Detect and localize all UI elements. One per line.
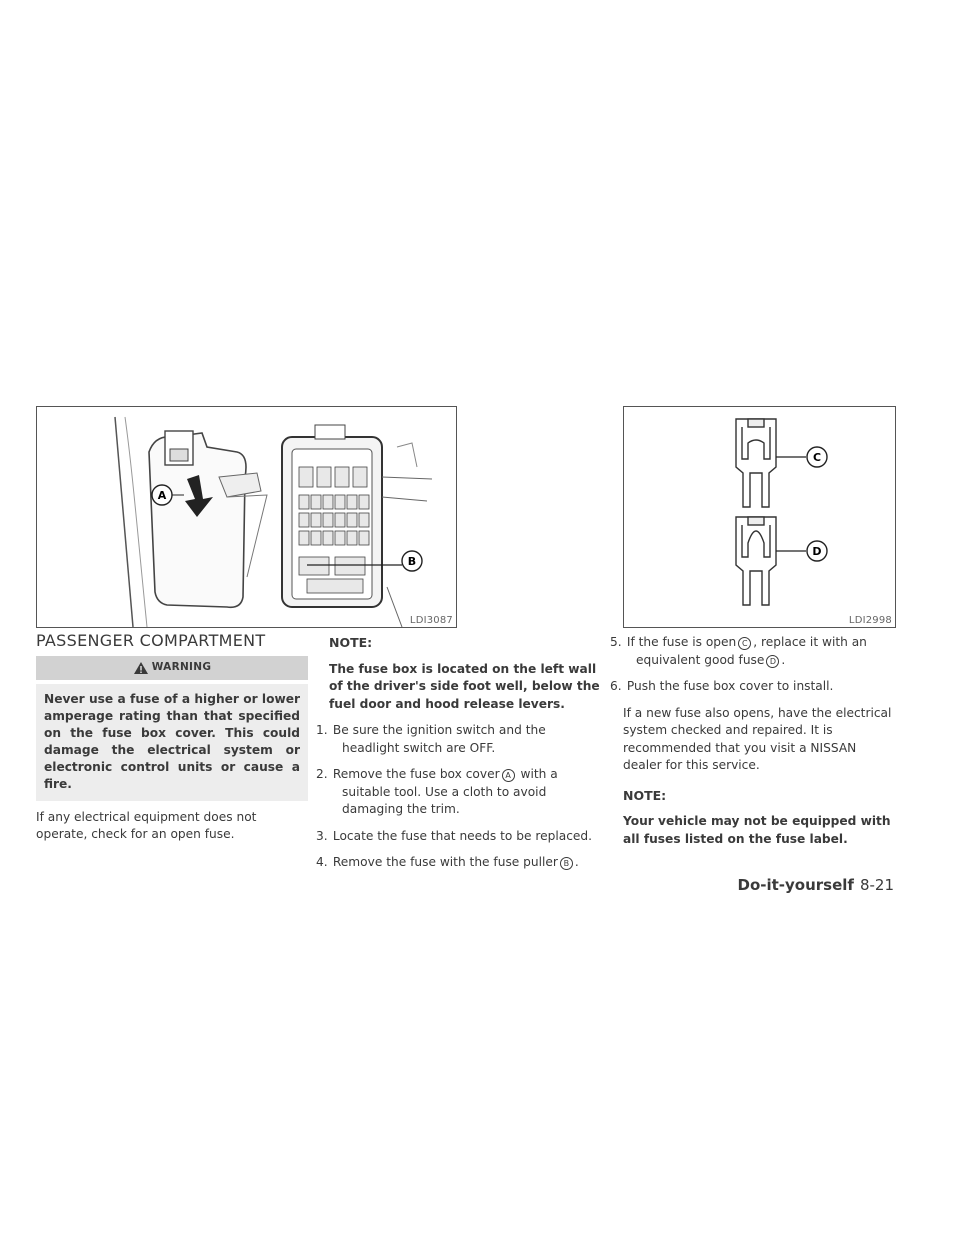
callout-a: A [157, 489, 167, 502]
callout-d: D [812, 545, 822, 558]
column-2 [316, 634, 601, 881]
chapter-name: Do-it-yourself [737, 876, 854, 894]
ref-c-icon: C [738, 637, 751, 650]
step-text: If the fuse is open [626, 635, 737, 649]
column-1 [36, 632, 308, 844]
step-text: Locate the fuse that needs to be replaced. [332, 828, 593, 843]
page-number: 8-21 [859, 876, 894, 894]
step-6: 6. Push the fuse box cover to install. [610, 679, 834, 693]
warning-triangle-icon [133, 661, 149, 675]
step-text: Remove the fuse with the fuse puller [332, 855, 558, 869]
good-fuse-icon [736, 517, 776, 605]
figure-id: LDI3087 [409, 615, 453, 626]
note-label: NOTE: [623, 787, 667, 803]
step-4: 4. Remove the fuse with the fuse puller B . [316, 855, 579, 869]
after-steps-paragraph: If a new fuse also opens, have the electrical system checked and repaired. It is recommended that you visit a NISSAN dealer for this service. [623, 705, 892, 772]
step-text-mid: , replace it with an equivalent good fuse [636, 635, 867, 667]
fuse-box-illustration [37, 407, 456, 627]
step-text-cont: . [781, 652, 786, 667]
note-text: Your vehicle may not be equipped with all fuses listed on the fuse label. [623, 814, 891, 846]
step-1: 1. Be sure the ignition switch and the headlight switch are OFF. [316, 723, 546, 755]
fuse-illustration [624, 407, 895, 627]
note-text: The fuse box is located on the left wall of the driver's side foot well, below the fuel door and hood release levers. [329, 661, 600, 711]
warning-header [36, 656, 308, 680]
step-text: Be sure the ignition switch and the headlight switch are OFF. [332, 723, 546, 755]
warning-label: WARNING [151, 660, 212, 673]
callout-c: C [812, 451, 822, 464]
step-3: 3. Locate the fuse that needs to be replaced. [316, 828, 593, 843]
ref-a-icon: A [502, 769, 515, 782]
section-title: PASSENGER COMPARTMENT [36, 631, 266, 650]
step-text: Remove the fuse box cover [332, 767, 500, 781]
page-footer [738, 876, 895, 894]
fuse-condition-figure [623, 406, 896, 628]
ref-b-icon: B [560, 857, 573, 870]
callout-b: B [407, 555, 417, 568]
intro-paragraph: If any electrical equipment does not operate, check for an open fuse. [36, 809, 257, 841]
warning-text: Never use a fuse of a higher or lower amperage rating than that specified on the fuse box cover. This could damage the electrical system or electronic control units or cause a fire. [36, 684, 308, 801]
open-fuse-icon [736, 419, 776, 507]
step-text: Push the fuse box cover to install. [626, 679, 834, 693]
ref-d-icon: D [766, 655, 779, 668]
step-text-cont: . [574, 855, 579, 869]
note-label: NOTE: [329, 635, 373, 650]
step-5: 5. If the fuse is open C , replace it with an equivalent good fuse D . [610, 635, 867, 667]
column-3 [610, 634, 895, 857]
step-text-cont: with a suitable tool. Use a cloth to avoid damaging the trim. [342, 767, 558, 816]
fuse-box-location-figure [36, 406, 457, 628]
step-2: 2. Remove the fuse box cover A with a suitable tool. Use a cloth to avoid damaging the trim. [316, 767, 558, 816]
figure-id: LDI2998 [848, 615, 892, 626]
